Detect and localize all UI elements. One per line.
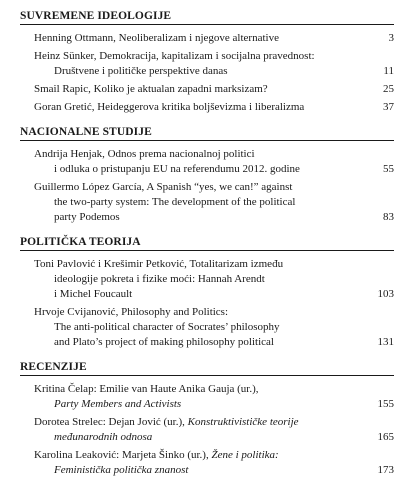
section-title: NACIONALNE STUDIJE [20, 116, 394, 141]
entry-line: Guillermo López García, A Spanish “yes, we can!” against [34, 181, 293, 193]
entry-line: Kritina Čelap: Emilie van Haute Anika Gauja (ur.), [34, 383, 259, 395]
entry-line [34, 448, 364, 463]
entry-line: and Plato’s project of making philosophy political [54, 336, 274, 348]
section-title: POLITIČKA TEORIJA [20, 226, 394, 251]
toc-entry[interactable] [34, 147, 394, 177]
page-number: 55 [383, 163, 394, 175]
toc-entry[interactable] [34, 82, 394, 97]
toc-entry[interactable] [34, 305, 394, 350]
entry-line: Henning Ottmann, Neoliberalizam i njegove alternative [34, 32, 279, 44]
section-title: RECENZIJE [20, 351, 394, 376]
page-number: 83 [383, 211, 394, 223]
entry-line: Društvene i političke perspektive danas [54, 65, 228, 77]
entry-line: i odluka o pristupanju EU na referendumu 2012. godine [54, 163, 300, 175]
entry-line [34, 415, 364, 430]
page-number: 3 [388, 32, 394, 44]
entry-line-italic: Konstruktivističke teorije [187, 416, 299, 428]
toc-entry[interactable] [34, 382, 394, 412]
entry-line: the two-party system: The development of the political [54, 196, 296, 208]
entry-line: Feministička politička znanost [54, 464, 189, 476]
entry-line: Hrvoje Cvijanović, Philosophy and Politics: [34, 306, 229, 318]
section-politicka-teorija [20, 226, 394, 350]
entry-line: Toni Pavlović i Krešimir Petković, Totalitarizam između [34, 258, 284, 270]
page-number: 155 [377, 398, 394, 410]
page-number: 165 [377, 431, 394, 443]
page-number: 11 [383, 65, 394, 77]
toc-entry[interactable] [34, 31, 394, 46]
entry-line: međunarodnih odnosa [54, 431, 153, 443]
page-number: 131 [377, 336, 394, 348]
page-number: 25 [383, 83, 394, 95]
section-title: SUVREMENE IDEOLOGIJE [20, 0, 394, 25]
entry-line: Heinz Sünker, Demokracija, kapitalizam i socijalna pravednost: [34, 50, 315, 62]
toc-entry[interactable] [34, 180, 394, 225]
page-number: 173 [377, 464, 394, 476]
entry-line-roman: Dorotea Strelec: Dejan Jović (ur.), [34, 416, 188, 428]
entry-line: Andrija Henjak, Odnos prema nacionalnoj politici [34, 148, 255, 160]
entry-line: Smail Rapic, Koliko je aktualan zapadni marksizam? [34, 83, 268, 95]
toc-entry[interactable] [34, 415, 394, 445]
page-number: 103 [377, 288, 394, 300]
entry-line: i Michel Foucault [54, 288, 133, 300]
toc-entry[interactable] [34, 257, 394, 302]
section-recenzije [20, 351, 394, 478]
entry-line: Goran Gretić, Heideggerova kritika boljševizma i liberalizma [34, 101, 305, 113]
section-nacionalne-studije [20, 116, 394, 225]
entry-line-roman: Karolina Leaković: Marjeta Šinko (ur.), [34, 449, 212, 461]
section-suvremene-ideologije [20, 0, 394, 115]
entry-line-italic: Žene i politika: [211, 449, 279, 461]
toc-entry[interactable] [34, 448, 394, 478]
entry-line: party Podemos [54, 211, 120, 223]
page-number: 37 [383, 101, 394, 113]
toc-entry[interactable] [34, 49, 394, 79]
entry-line: The anti-political character of Socrates’ philosophy [54, 321, 280, 333]
entry-line: ideologije pokreta i fizike moći: Hannah Arendt [54, 273, 265, 285]
entry-line: Party Members and Activists [54, 398, 182, 410]
toc-entry[interactable] [34, 100, 394, 115]
